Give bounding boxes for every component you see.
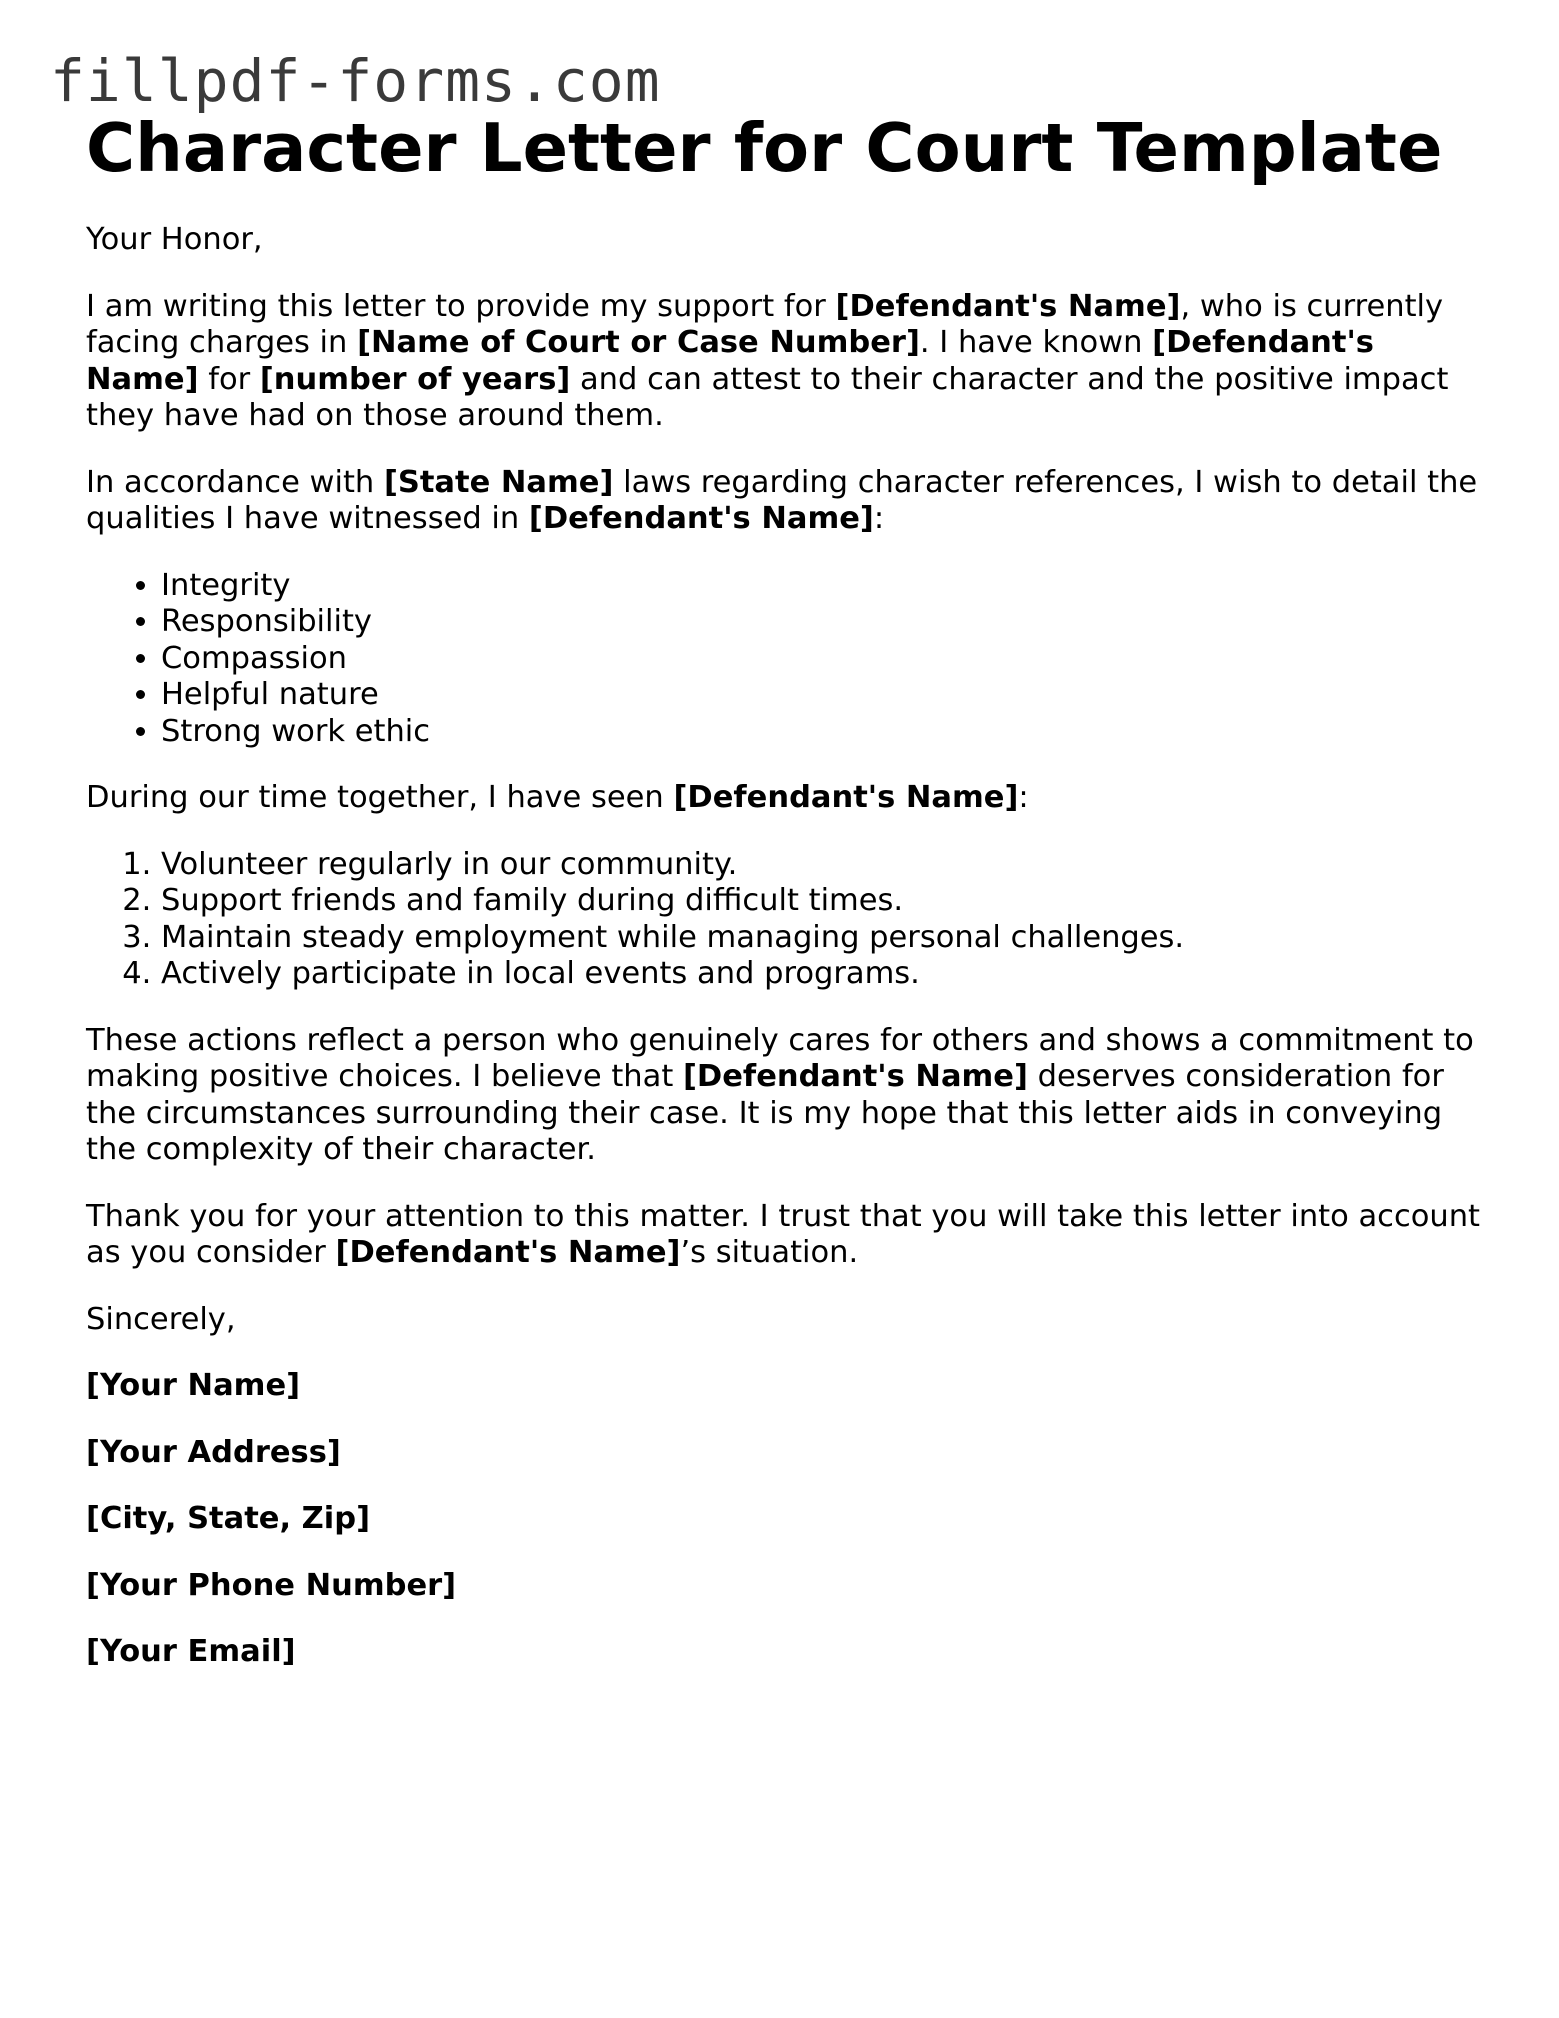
signature-city <box>86 1501 1486 1538</box>
closing-line: Sincerely, <box>86 1301 236 1337</box>
list-item: • Responsibility <box>161 604 1486 641</box>
reflection-text-1: These actions reflect a person who genuinely cares for others and shows a commitment to making positive choices. I believe that <box>86 1022 1474 1094</box>
observations-paragraph <box>86 780 1486 817</box>
observations-text-1: During our time together, I have seen <box>86 780 674 815</box>
defendant-name-field: [Defendant's Name] <box>335 1235 681 1270</box>
email-field: [Your Email] <box>86 1634 296 1669</box>
your-name-field: [Your Name] <box>86 1368 301 1403</box>
phone-number-field: [Your Phone Number] <box>86 1567 457 1603</box>
qualities-text-2: laws regarding character references, I wish to detail the qualities I have witnessed in <box>86 464 1478 536</box>
qualities-text-1: In accordance with <box>86 464 384 500</box>
qualities-list <box>86 568 1486 751</box>
qualities-text-3: : <box>873 501 885 536</box>
defendant-name-field: [Defendant's Name] <box>86 325 1374 397</box>
list-item: • Strong work ethic <box>161 714 1486 751</box>
thanks-text-1: Thank you for your attention to this matter. I trust that you will take this letter into account as you consider <box>86 1198 1480 1270</box>
list-item: 2. Support friends and family during difficult times. <box>161 883 1486 920</box>
list-item: • Integrity <box>161 568 1486 605</box>
actions-list <box>86 847 1486 993</box>
qualities-paragraph <box>86 465 1486 538</box>
thanks-text-2: ’s situation. <box>680 1235 859 1270</box>
letter-page <box>86 108 1486 1671</box>
list-item: 3. Maintain steady employment while managing personal challenges. <box>161 920 1486 957</box>
defendant-name-field: [Defendant's Name] <box>528 501 874 536</box>
signature-email <box>86 1634 1486 1671</box>
intro-text-5: and can attest to their character and the positive impact they have had on those around them. <box>86 361 1449 433</box>
city-state-zip-field: [City, State, Zip] <box>86 1501 371 1536</box>
reflection-paragraph <box>86 1023 1486 1169</box>
state-name-field: [State Name] <box>383 464 614 500</box>
your-address-field: [Your Address] <box>86 1434 341 1470</box>
salutation: Your Honor, <box>86 222 263 257</box>
reflection-text-2: deserves consideration for the circumstances surrounding their case. It is my hope that this letter aids in conveying the complexity of their character. <box>86 1059 1444 1167</box>
defendant-name-field: [Defendant's Name] <box>682 1059 1028 1094</box>
signature-name <box>86 1368 1486 1405</box>
thanks-paragraph <box>86 1199 1486 1272</box>
signature-phone <box>86 1568 1486 1605</box>
intro-text-4: for <box>198 361 260 397</box>
intro-text-3: . I have known <box>919 325 1153 360</box>
letter-body <box>86 222 1486 1671</box>
intro-paragraph <box>86 289 1486 435</box>
watermark-text: fillpdf-forms.com <box>50 47 661 115</box>
list-item: 1. Volunteer regularly in our community. <box>161 847 1486 884</box>
intro-text-2: , who is currently facing charges in <box>86 288 1444 360</box>
page-title: Character Letter for Court Template <box>86 109 1443 187</box>
intro-text-1: I am writing this letter to provide my support for <box>86 288 836 324</box>
observations-text-2: : <box>1018 780 1029 815</box>
defendant-name-field: [Defendant's Name] <box>835 288 1181 324</box>
signature-address <box>86 1435 1486 1472</box>
years-known-field: [number of years] <box>259 361 571 397</box>
court-case-field: [Name of Court or Case Number] <box>357 325 920 360</box>
list-item: 4. Actively participate in local events and programs. <box>161 956 1486 993</box>
list-item: • Helpful nature <box>161 677 1486 714</box>
list-item: • Compassion <box>161 641 1486 678</box>
defendant-name-field: [Defendant's Name] <box>673 780 1019 815</box>
